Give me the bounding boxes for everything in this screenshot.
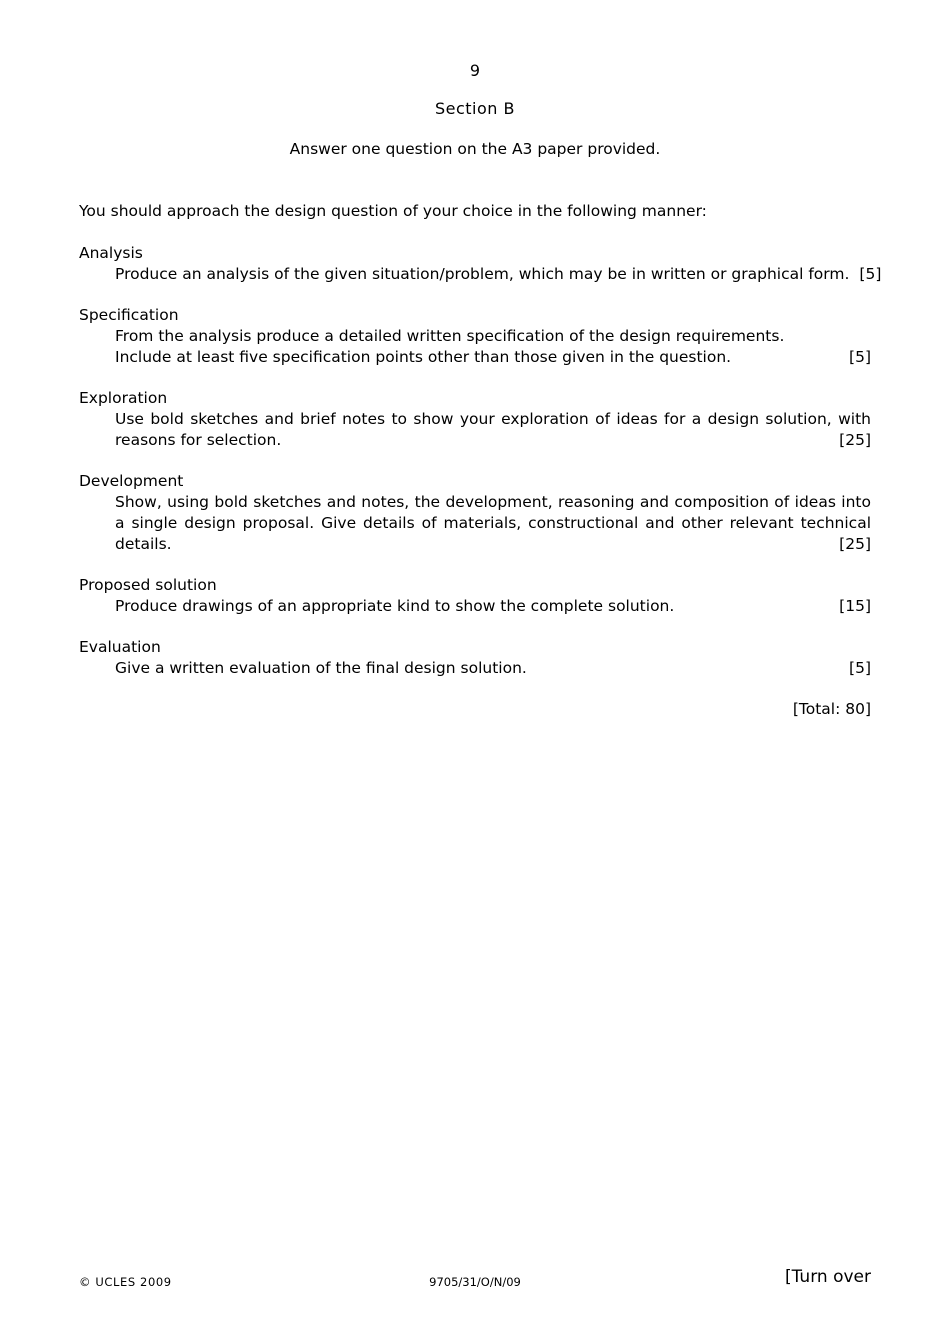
page-number: 9: [469, 61, 481, 80]
analysis-mark: [5]: [859, 265, 882, 283]
heading-evaluation: Evaluation: [79, 638, 161, 656]
section-title: Section B: [434, 99, 515, 118]
analysis-line-1: Produce an analysis of the given situation/problem, which may be in written or graphical form.: [115, 265, 850, 283]
exploration-line-2: reasons for selection.: [115, 431, 282, 449]
heading-analysis: Analysis: [79, 244, 143, 262]
section-proposed-solution: [79, 575, 871, 617]
heading-development: Development: [79, 472, 184, 490]
proposed-solution-line-1: Produce drawings of an appropriate kind to show the complete solution.: [115, 597, 675, 615]
development-line-3: details.: [115, 535, 172, 553]
exploration-line-1: Use bold sketches and brief notes to show your exploration of ideas for a design solution, with: [115, 410, 871, 428]
development-line-2: a single design proposal. Give details of materials, constructional and other relevant technical: [115, 514, 871, 532]
specification-mark: [5]: [849, 348, 871, 366]
heading-exploration: Exploration: [79, 389, 168, 407]
proposed-solution-mark: [15]: [839, 597, 871, 615]
development-line-1: Show, using bold sketches and notes, the development, reasoning and composition of ideas into: [115, 493, 871, 511]
specification-line-2: Include at least five specification points other than those given in the question.: [115, 348, 732, 366]
section-specification: [79, 305, 871, 368]
section-evaluation: [79, 637, 871, 679]
section-development: [79, 471, 871, 555]
section-analysis: [79, 243, 882, 285]
section-exploration: [79, 388, 871, 451]
development-mark: [25]: [839, 535, 871, 553]
footer-copyright: © UCLES 2009: [79, 1275, 172, 1289]
evaluation-line-1: Give a written evaluation of the final design solution.: [115, 659, 527, 677]
heading-specification: Specification: [79, 306, 179, 324]
exploration-mark: [25]: [839, 431, 871, 449]
evaluation-mark: [5]: [849, 659, 871, 677]
specification-line-1: From the analysis produce a detailed written specification of the design requirements.: [115, 327, 785, 345]
instruction-text: Answer one question on the A3 paper provided.: [289, 140, 661, 158]
total-marks: [Total: 80]: [792, 700, 871, 718]
heading-proposed-solution: Proposed solution: [79, 576, 217, 594]
intro-text: You should approach the design question of your choice in the following manner:: [79, 202, 707, 220]
footer-turn-over: [Turn over: [785, 1267, 871, 1287]
footer-paper-code: 9705/31/O/N/09: [429, 1275, 521, 1289]
